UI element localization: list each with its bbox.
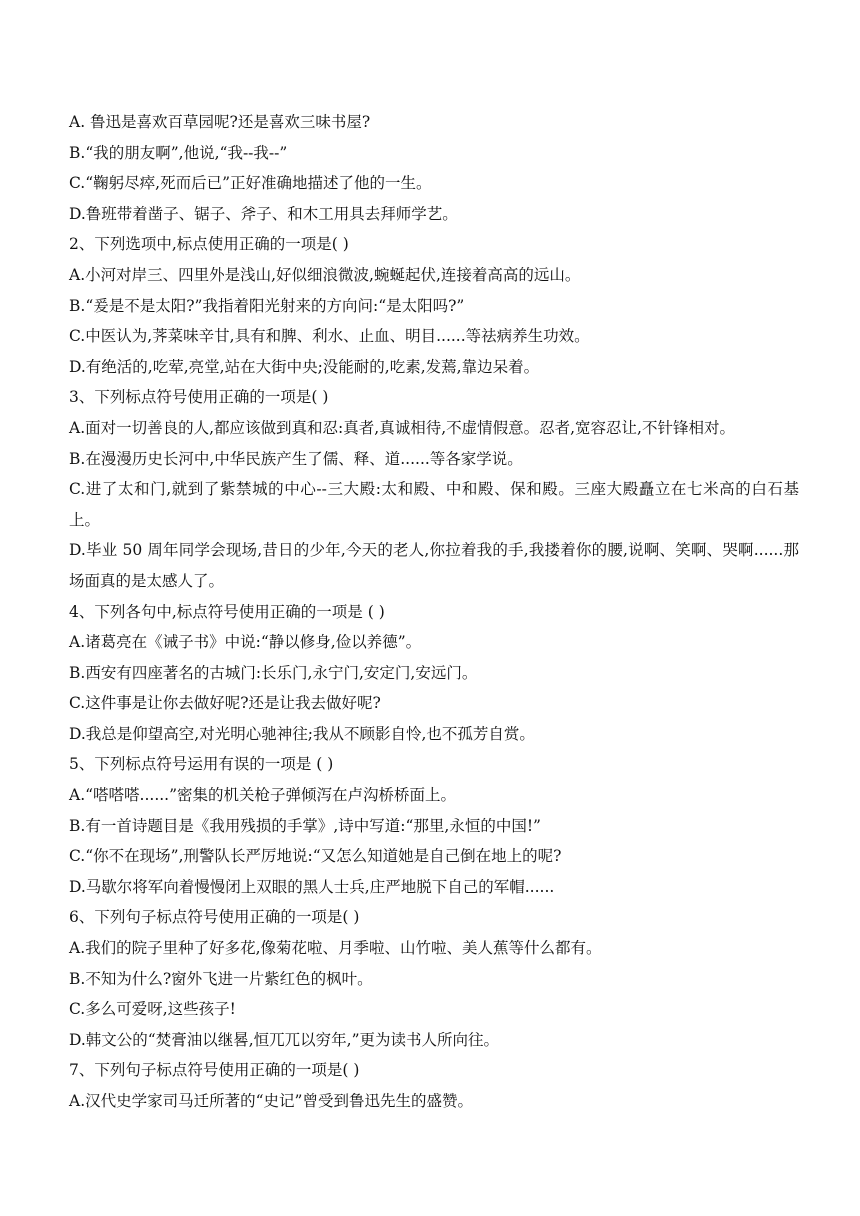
text-line: B.在漫漫历史长河中,中华民族产生了儒、释、道......等各家学说。 bbox=[69, 449, 523, 468]
question-heading: 5、下列标点符号运用有误的一项是 ( ) bbox=[69, 755, 334, 774]
text-line: B.有一首诗题目是《我用残损的手掌》,诗中写道:“那里,永恒的中国!” bbox=[69, 816, 541, 835]
text-line: A.“嗒嗒嗒......”密集的机关枪子弹倾泻在卢沟桥桥面上。 bbox=[69, 786, 457, 805]
text-line: B.“爰是不是太阳?”我指着阳光射来的方向问:“是太阳吗?” bbox=[69, 296, 465, 315]
text-line: A.汉代史学家司马迁所著的“史记”曾受到鲁迅先生的盛赞。 bbox=[69, 1092, 473, 1110]
text-line: D.鲁班带着凿子、锯子、斧子、和木工用具去拜师学艺。 bbox=[69, 204, 458, 223]
question-heading: 7、下列句子标点符号使用正确的一项是( ) bbox=[69, 1061, 360, 1080]
question-heading: 4、下列各句中,标点符号使用正确的一项是 ( ) bbox=[69, 602, 385, 621]
text-line: D.马歇尔将军向着慢慢闭上双眼的黑人士兵,庄严地脱下自己的军帽...... bbox=[69, 877, 555, 896]
text-line: C.这件事是让你去做好呢?还是让我去做好呢? bbox=[69, 694, 381, 713]
question-heading: 6、下列句子标点符号使用正确的一项是( ) bbox=[69, 908, 360, 927]
text-paragraph: C.进了太和门,就到了紫禁城的中心--三大殿:太和殿、中和殿、保和殿。三座大殿矗立在七米高的白石基上。 bbox=[69, 480, 799, 529]
text-line: A.诸葛亮在《诫子书》中说:“静以修身,俭以养德”。 bbox=[69, 633, 422, 652]
text-line: C.“你不在现场”,刑警队长严厉地说:“又怎么知道她是自己倒在地上的呢? bbox=[69, 847, 562, 866]
text-line: A.我们的院子里种了好多花,像菊花啦、月季啦、山竹啦、美人蕉等什么都有。 bbox=[69, 939, 602, 958]
text-line: B.不知为什么?窗外飞进一片紫红色的枫叶。 bbox=[69, 969, 373, 988]
text-line: C.中医认为,荠菜味辛甘,具有和脾、利水、止血、明目......等祛病养生功效。 bbox=[69, 327, 590, 346]
text-line: A. 鲁迅是喜欢百草园呢?还是喜欢三味书屋? bbox=[69, 113, 371, 131]
text-line: B.西安有四座著名的古城门:长乐门,永宁门,安定门,安远门。 bbox=[69, 663, 478, 682]
question-heading: 3、下列标点符号使用正确的一项是( ) bbox=[69, 388, 329, 407]
text-paragraph: D.毕业 50 周年同学会现场,昔日的少年,今天的老人,你拉着我的手,我搂着你的腰,说啊、笑啊、哭啊......那场面真的是太感人了。 bbox=[69, 541, 799, 590]
text-paragraph: A.面对一切善良的人,都应该做到真和忍:真者,真诚相待,不虚情假意。忍者,宽容忍让,不针锋相对。 bbox=[69, 418, 735, 437]
text-line: C.多么可爱呀,这些孩子! bbox=[69, 1000, 236, 1019]
document-body bbox=[69, 107, 799, 1117]
text-line: C.“鞠躬尽瘁,死而后已”正好准确地描述了他的一生。 bbox=[69, 174, 432, 193]
question-heading: 2、下列选项中,标点使用正确的一项是( ) bbox=[69, 235, 349, 254]
text-line: B.“我的朋友啊”,他说,“我--我--” bbox=[69, 143, 288, 162]
text-line: D.韩文公的“焚膏油以继晷,恒兀兀以穷年,”更为读书人所向往。 bbox=[69, 1030, 500, 1049]
text-line: A.小河对岸三、四里外是浅山,好似细浪微波,蜿蜒起伏,连接着高高的远山。 bbox=[69, 265, 581, 284]
text-line: D.有绝活的,吃荤,亮堂,站在大街中央;没能耐的,吃素,发蔫,靠边呆着。 bbox=[69, 357, 540, 376]
text-line: D.我总是仰望高空,对光明心驰神往;我从不顾影自怜,也不孤芳自赏。 bbox=[69, 724, 535, 743]
